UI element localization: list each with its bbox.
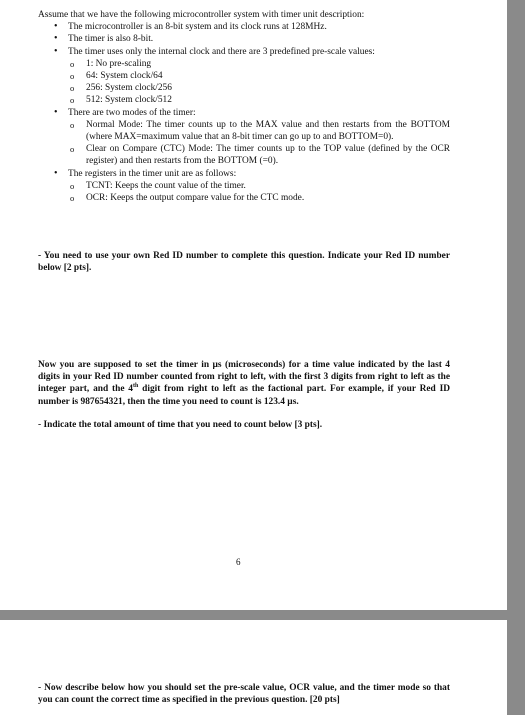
spec-bullet-text: The registers in the timer unit are as follows: [68, 168, 237, 179]
spec-bullet-text: The timer is also 8-bit. [68, 34, 154, 45]
spec-bullet-text: There are two modes of the timer: [68, 107, 196, 118]
spec-sub-item: o 256: System clock/256 [68, 82, 450, 94]
spec-sub-list [68, 58, 450, 107]
intro-text: Assume that we have the following microcontroller system with timer unit description: [38, 10, 365, 20]
total-time-question-text: - Indicate the total amount of time that you need to count below [3 pts]. [38, 420, 323, 430]
spec-sub-item: o OCR: Keeps the output compare value for the CTC mode. [68, 192, 450, 204]
document-page-7 [0, 620, 507, 715]
spec-sub-list [68, 119, 450, 168]
page-number: 6 [236, 557, 241, 567]
spec-sub-item: o 1: No pre-scaling [68, 58, 450, 70]
spec-bullet-text: The microcontroller is an 8-bit system and its clock runs at 128MHz. [68, 22, 327, 33]
spec-sub-list [68, 180, 450, 204]
spec-bullet-text: The timer uses only the internal clock and there are 3 predefined pre-scale values: [68, 46, 375, 57]
timer-instructions [38, 359, 450, 408]
spec-bullet [38, 46, 450, 107]
describe-settings-question-text: - Now describe below how you should set the pre-scale value, OCR value, and the timer mode so that you can count the correct time as specified in the previous question. [20 pts] [38, 683, 450, 706]
red-id-question-text: - You need to use your own Red ID number to complete this question. Indicate your Red ID number below [2 pts]. [38, 251, 450, 274]
viewer-background [507, 0, 525, 715]
spec-bullet [38, 33, 450, 45]
spec-sub-item: o Clear on Compare (CTC) Mode: The timer counts up to the TOP value (defined by the OCR register) and then restarts from the BOTTOM (=0). [68, 143, 450, 167]
spec-bullet [38, 107, 450, 168]
red-id-question [38, 250, 450, 274]
spec-sub-item: o Normal Mode: The timer counts up to the MAX value and then restarts from the BOTTOM (where MAX=maximum value that an 8-bit timer can go up to and BOTTOM=0). [68, 119, 450, 143]
page-separator [0, 610, 525, 620]
spec-sub-item: o TCNT: Keeps the count value of the timer. [68, 180, 450, 192]
spec-bullet [38, 21, 450, 33]
spec-sub-item: o 512: System clock/512 [68, 94, 450, 106]
spec-bullet-list [38, 21, 450, 204]
spec-sub-item: o 64: System clock/64 [68, 70, 450, 82]
problem-description [38, 9, 450, 204]
describe-settings-question [38, 682, 450, 706]
spec-bullet [38, 168, 450, 205]
timer-instructions-text: Now you are supposed to set the timer in µs (microseconds) for a time value indicated by the last 4 digits in your Red ID number counted from right to left, with the first 3 digits from right to left as the integer part, and the 4th digit from right to left as the factional part. For example, if your Red ID number is 987654321, then the time you need to count is 123.4 µs. [38, 360, 450, 407]
total-time-question [38, 419, 450, 431]
